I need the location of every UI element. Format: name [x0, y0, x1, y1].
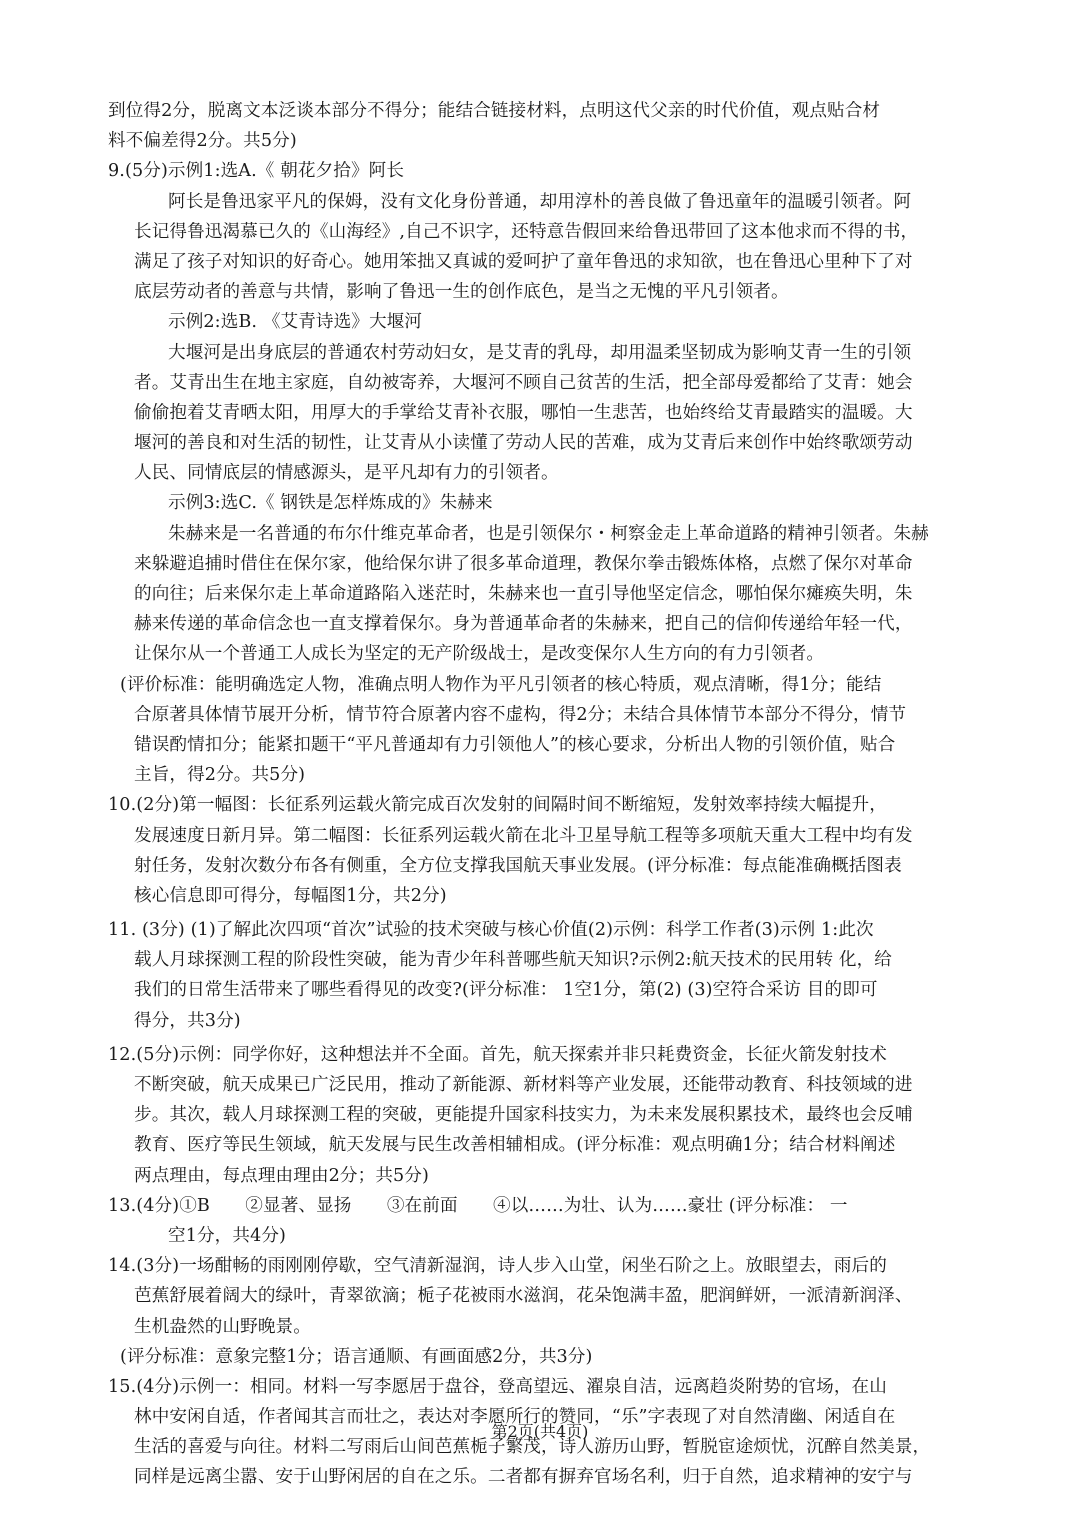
text-line: 发展速度日新月异。第二幅图：长征系列运载火箭在北斗卫星导航工程等多项航天重大工程中均有发	[134, 825, 913, 846]
text-line: 赫来传递的革命信念也一直支撑着保尔。身为普通革命者的朱赫来，把自己的信仰传递给年轻一代，	[134, 614, 913, 635]
text-line: 射任务，发射次数分布各有侧重，全方位支撑我国航天事业发展。(评分标准：每点能准确概括图表	[134, 855, 902, 876]
text-line: 偷偷抱着艾青晒太阳，用厚大的手掌给艾青补衣服，哪怕一生悲苦，也始终给艾青最踏实的温暖。大	[134, 402, 913, 423]
text-line: 教育、医疗等民生领域，航天发展与民生改善相辅相成。(评分标准：观点明确1分；结合材料阐述	[134, 1135, 896, 1156]
text-line: 步。其次，载人月球探测工程的突破，更能提升国家科技实力，为未来发展积累技术，最终也会反哺	[134, 1105, 913, 1126]
text-line: 载人月球探测工程的阶段性突破，能为青少年科普哪些航天知识?示例2:航天技术的民用转 化，给	[134, 950, 892, 971]
text-line: 芭蕉舒展着阔大的绿叶，青翠欲滴；栀子花被雨水滋润，花朵饱满丰盈，肥润鲜妍，一派清新润泽、	[134, 1286, 913, 1307]
text-line: 底层劳动者的善意与共情，影响了鲁迅一生的创作底色，是当之无愧的平凡引领者。	[134, 282, 789, 303]
example-heading: 示例3:选C.《 钢铁是怎样炼成的》朱赫来	[168, 493, 493, 514]
text-line: 的向往；后来保尔走上革命道路陷入迷茫时，朱赫来也一直引导他坚定信念，哪怕保尔瘫痪失明，朱	[134, 584, 913, 604]
question-14-heading: 14.(3分)一场酣畅的雨刚刚停歇，空气清新湿润，诗人步入山堂，闲坐石阶之上。放眼望去，雨后的	[108, 1256, 887, 1277]
text-line: 不断突破，航天成果已广泛民用，推动了新能源、新材料等产业发展，还能带动教育、科技领域的进	[134, 1075, 913, 1095]
question-11-heading: 11. (3分) (1)了解此次四项“首次”试验的技术突破与核心价值(2)示例：科学工作者(3)示例 1:此次	[108, 920, 874, 941]
text-line: 长记得鲁迅渴慕已久的《山海经》,自己不识字，还特意告假回来给鲁迅带回了这本他求而不得的书，	[134, 221, 919, 242]
text-line: 朱赫来是一名普通的布尔什维克革命者，也是引领保尔・柯察金走上革命道路的精神引领者。朱赫	[168, 523, 929, 544]
text-line: 来躲避追捕时借住在保尔家，他给保尔讲了很多革命道理，教保尔拳击锻炼体格，点燃了保尔对革命	[134, 553, 913, 574]
question-12-heading: 12.(5分)示例：同学你好，这种想法并不全面。首先，航天探索并非只耗费资金，长征火箭发射技术	[108, 1044, 887, 1065]
question-13-heading: 13.(4分)①B ②显著、显扬 ③在前面 ④以……为壮、认为……豪壮 (评分标准： 一	[108, 1195, 848, 1216]
text-line: 满足了孩子对知识的好奇心。她用笨拙又真诚的爱呵护了童年鲁迅的求知欲，也在鲁迅心里种下了对	[134, 251, 913, 272]
text-line: 林中安闲自适，作者闻其言而壮之，表达对李愿所行的赞同，“乐”字表现了对自然清幽、闲适自在	[134, 1407, 896, 1428]
answer-key-text	[108, 96, 980, 1493]
text-line: 料不偏差得2分。共5分)	[108, 131, 297, 152]
example-heading: 示例2:选B. 《艾青诗选》大堰河	[168, 312, 423, 333]
text-line: 生活的喜爱与向往。材料二写雨后山间芭蕉栀子繁茂，诗人游历山野，暂脱宦途烦忧，沉醉自然美景，	[134, 1437, 931, 1458]
question-9-heading: 9.(5分)示例1:选A.《 朝花夕拾》阿长	[108, 161, 405, 182]
text-line: 阿长是鲁迅家平凡的保姆，没有文化身份普通，却用淳朴的善良做了鲁迅童年的温暖引领者。阿	[168, 191, 912, 212]
scoring-criteria: (评价标准：能明确选定人物，准确点明人物作为平凡引领者的核心特质，观点清晰，得1分；能结	[120, 674, 882, 695]
text-line: 同样是远离尘嚣、安于山野闲居的自在之乐。二者都有摒弃官场名利，归于自然，追求精神的安宁与	[134, 1467, 913, 1488]
page-number: 第2页(共4页)	[491, 1422, 589, 1441]
text-line: 两点理由，每点理由理由2分；共5分)	[134, 1165, 429, 1186]
text-line: 让保尔从一个普通工人成长为坚定的无产阶级战士，是改变保尔人生方向的有力引领者。	[134, 644, 825, 665]
text-line: 得分，共3分)	[134, 1010, 241, 1031]
text-line: 堰河的善良和对生活的韧性，让艾青从小读懂了劳动人民的苦难，成为艾青后来创作中始终歌颂劳动	[134, 433, 913, 454]
text-line: 合原著具体情节展开分析，情节符合原著内容不虚构，得2分；未结合具体情节本部分不得分，情节	[134, 704, 907, 725]
text-line: 我们的日常生活带来了哪些看得见的改变?(评分标准： 1空1分，第(2) (3)空符合采访 目的即可	[134, 980, 878, 1001]
text-line: 空1分，共4分)	[168, 1225, 287, 1246]
question-15-heading: 15.(4分)示例一：相同。材料一写李愿居于盘谷，登高望远、濯泉自洁，远离趋炎附势的官场，在山	[108, 1376, 887, 1397]
text-line: 主旨，得2分。共5分)	[134, 765, 306, 786]
question-10-heading: 10.(2分)第一幅图：长征系列运载火箭完成百次发射的间隔时间不断缩短，发射效率持续大幅提升，	[108, 795, 887, 816]
text-line: 大堰河是出身底层的普通农村劳动妇女，是艾青的乳母，却用温柔坚韧成为影响艾青一生的引领	[168, 342, 912, 363]
text-line: 人民、同情底层的情感源头，是平凡却有力的引领者。	[134, 463, 559, 484]
text-line: 错误酌情扣分；能紧扣题干“平凡普通却有力引领他人”的核心要求，分析出人物的引领价值，贴合	[134, 734, 896, 755]
text-line: 到位得2分，脱离文本泛谈本部分不得分；能结合链接材料，点明这代父亲的时代价值，观点贴合材	[108, 101, 881, 121]
text-line: 核心信息即可得分，每幅图1分，共2分)	[134, 885, 447, 906]
text-line: 者。艾青出生在地主家庭，自幼被寄养，大堰河不顾自己贫苦的生活，把全部母爱都给了艾青：她会	[134, 372, 913, 393]
text-line: 生机盎然的山野晚景。	[134, 1316, 311, 1337]
scoring-criteria: (评分标准：意象完整1分；语言通顺、有画面感2分，共3分)	[120, 1346, 593, 1367]
